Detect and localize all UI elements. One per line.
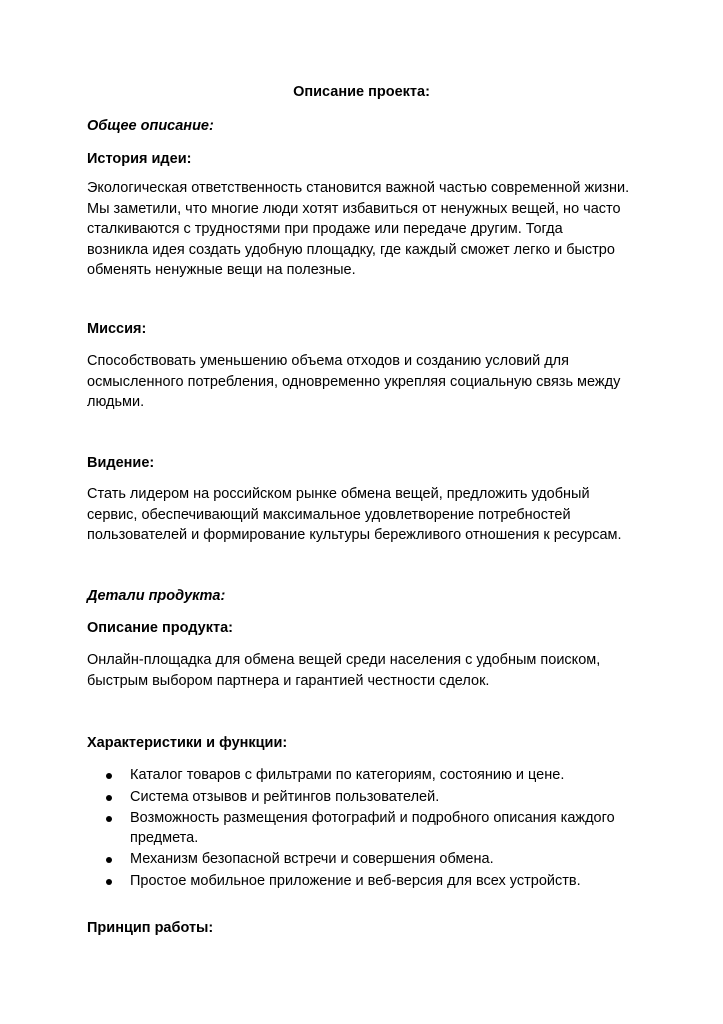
vision-line: Стать лидером на российском рынке обмена вещей, предложить удобный xyxy=(87,486,590,502)
features-heading: Характеристики и функции: xyxy=(87,735,288,751)
idea-history-line: возникла идея создать удобную площадку, где каждый сможет легко и быстро xyxy=(87,241,615,258)
idea-history-line: Мы заметили, что многие люди хотят избавиться от ненужных вещей, но часто xyxy=(87,200,621,217)
features-list xyxy=(87,766,635,893)
mission-heading: Миссия: xyxy=(87,321,147,337)
section-general-heading: Общее описание: xyxy=(87,118,214,134)
list-item-text: Простое мобильное приложение и веб-версия для всех устройств. xyxy=(130,872,581,889)
vision-line: сервис, обеспечивающий максимальное удовлетворение потребностей xyxy=(87,506,571,523)
mission-line: Способствовать уменьшению объема отходов и созданию условий для xyxy=(87,353,569,369)
product-description-heading: Описание продукта: xyxy=(87,620,233,636)
idea-history-heading: История идеи: xyxy=(87,151,192,167)
idea-history-paragraph xyxy=(87,178,635,281)
list-item-text: Система отзывов и рейтингов пользователей. xyxy=(130,788,440,805)
bullet-icon xyxy=(106,879,112,885)
vision-heading: Видение: xyxy=(87,455,155,471)
product-description-line: быстрым выбором партнера и гарантией честности сделок. xyxy=(87,672,490,689)
idea-history-line: сталкиваются с трудностями при продаже или передаче другим. Тогда xyxy=(87,221,563,237)
bullet-icon xyxy=(106,773,112,779)
mission-line: осмысленного потребления, одновременно укрепляя социальную связь между xyxy=(87,373,621,390)
list-item xyxy=(87,809,635,848)
product-description-paragraph xyxy=(87,650,635,691)
list-item-text: Каталог товаров с фильтрами по категориям, состоянию и цене. xyxy=(130,767,565,783)
mission-line: людьми. xyxy=(87,394,145,410)
list-item xyxy=(87,850,635,870)
idea-history-line: обменять ненужные вещи на полезные. xyxy=(87,262,356,278)
list-item xyxy=(87,766,635,786)
list-item xyxy=(87,788,635,808)
document-title: Описание проекта: xyxy=(293,84,430,100)
list-item xyxy=(87,872,635,892)
vision-paragraph xyxy=(87,484,635,546)
product-description-line: Онлайн-площадка для обмена вещей среди населения с удобным поиском, xyxy=(87,652,601,668)
list-item-text: Возможность размещения фотографий и подробного описания каждого предмета. xyxy=(130,810,615,846)
how-it-works-heading: Принцип работы: xyxy=(87,920,214,936)
idea-history-line: Экологическая ответственность становится важной частью современной жизни. xyxy=(87,180,630,196)
bullet-icon xyxy=(106,816,112,822)
section-product-heading: Детали продукта: xyxy=(87,588,226,604)
vision-line: пользователей и формирование культуры бережливого отношения к ресурсам. xyxy=(87,527,622,543)
bullet-icon xyxy=(106,795,112,801)
bullet-icon xyxy=(106,857,112,863)
list-item-text: Механизм безопасной встречи и совершения обмена. xyxy=(130,851,494,867)
mission-paragraph xyxy=(87,351,635,413)
